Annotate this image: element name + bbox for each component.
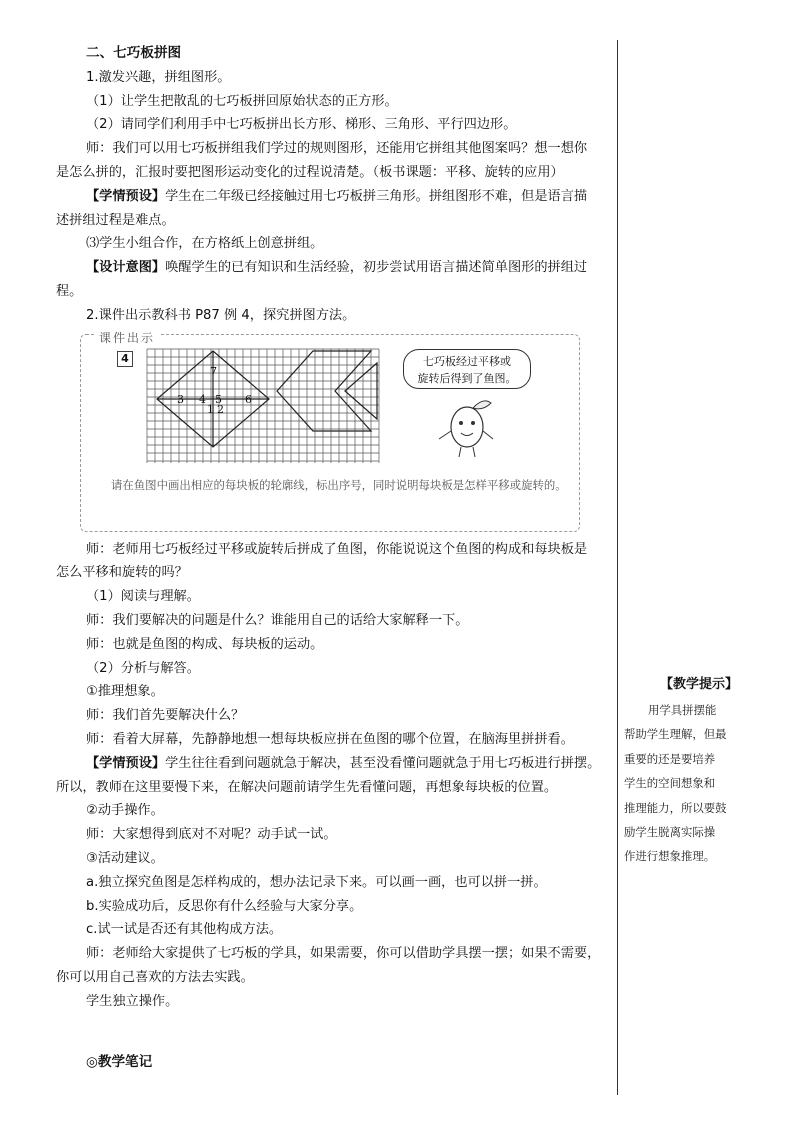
paragraph-line: ①推理想象。 xyxy=(86,684,164,700)
sidebar-line: 推理能力，所以要鼓 xyxy=(624,800,727,815)
teaching-notes-heading: ◎教学笔记 xyxy=(86,1054,153,1070)
paragraph-line: 师：老师用七巧板经过平移或旋转后拼成了鱼图，你能说说这个鱼图的构成和每块板是 xyxy=(86,541,588,557)
sidebar-line: 学生的空间想象和 xyxy=(624,776,716,791)
paragraph-line: ⑶学生小组合作，在方格纸上创意拼组。 xyxy=(86,236,324,252)
sidebar-line: 励学生脱离实际操 xyxy=(624,825,716,840)
paragraph-line: b.实验成功后，反思你有什么经验与大家分享。 xyxy=(86,898,363,914)
paragraph-line: a.独立探究鱼图是怎样构成的，想办法记录下来。可以画一画，也可以拼一拼。 xyxy=(86,874,547,890)
paragraph-line: 师：看着大屏幕，先静静地想一想每块板应拼在鱼图的哪个位置，在脑海里拼拼看。 xyxy=(86,731,574,747)
paragraph-line: 是怎么拼的，汇报时要把图形运动变化的过程说清楚。（板书课题：平移、旋转的应用） xyxy=(56,164,564,180)
paragraph-line: ②动手操作。 xyxy=(86,803,164,819)
paragraph-line: 你可以用自己喜欢的方法去实践。 xyxy=(56,969,254,985)
paragraph-line: 2.课件出示教科书 P87 例 4，探究拼图方法。 xyxy=(86,307,356,323)
figure-caption: 请在鱼图中画出相应的每块板的轮廓线，标出序号，同时说明每块板是怎样平移或旋转的。 xyxy=(111,477,567,492)
paragraph-line: 述拼组过程是难点。 xyxy=(56,212,175,228)
paragraph-line: 所以，教师在这里要慢下来，在解决问题前请学生先看懂问题，再想象每块板的位置。 xyxy=(56,779,558,795)
tangram-number: 1 xyxy=(207,402,214,416)
design-intent: 【设计意图】唤醒学生的已有知识和生活经验，初步尝试用语言描述简单图形的拼组过 xyxy=(86,260,588,276)
figure-label: 课件出示 xyxy=(95,329,159,346)
paragraph-line: （2）请同学们利用手中七巧板拼出长方形、梯形、三角形、平行四边形。 xyxy=(86,117,517,133)
sidebar-line: 重要的还是要培养 xyxy=(624,751,716,766)
paragraph-line: 师：也就是鱼图的构成、每块板的运动。 xyxy=(86,636,324,652)
tangram-number: 6 xyxy=(245,392,252,406)
speech-bubble: 七巧板经过平移或 旋转后得到了鱼图。 xyxy=(403,349,531,389)
sidebar-line: 作进行想象推理。 xyxy=(624,849,716,864)
paragraph-line: 师：老师给大家提供了七巧板的学具，如果需要，你可以借助学具摆一摆；如果不需要， xyxy=(86,946,601,962)
main-column xyxy=(56,42,612,1014)
paragraph-line: 师：大家想得到底对不对呢？动手试一试。 xyxy=(86,827,337,843)
paragraph-line: （1）让学生把散乱的七巧板拼回原始状态的正方形。 xyxy=(86,93,398,109)
student-preset-2: 【学情预设】学生往往看到问题就急于解决，甚至没看懂问题就急于用七巧板进行拼摆。 xyxy=(86,755,601,771)
paragraph-line: 学生独立操作。 xyxy=(86,993,179,1009)
paragraph-line: 师：我们可以用七巧板拼组我们学过的规则图形，还能用它拼组其他图案吗？想一想你 xyxy=(86,141,588,157)
fish-tail-outline xyxy=(345,363,377,419)
section-title: 二、七巧板拼图 xyxy=(86,45,182,61)
sidebar-title: 【教学提示】 xyxy=(659,677,738,692)
tag-label: 【学情预设】 xyxy=(86,755,166,771)
paragraph-line: ③活动建议。 xyxy=(86,850,164,866)
sidebar-line: 用学具拼摆能 xyxy=(648,703,717,717)
student-preset-1: 【学情预设】学生在二年级已经接触过用七巧板拼三角形。拼组图形不难，但是语言描 xyxy=(86,188,588,204)
column-divider xyxy=(617,40,618,1095)
tag-label: 【学情预设】 xyxy=(86,188,166,204)
mascot-illustration xyxy=(439,400,493,456)
paragraph-line: 师：我们要解决的问题是什么？谁能用自己的话给大家解释一下。 xyxy=(86,612,469,628)
tangram-number: 2 xyxy=(217,402,224,416)
tangram-number: 7 xyxy=(210,364,217,378)
example-badge: 4 xyxy=(117,351,133,367)
tag-label: 【设计意图】 xyxy=(86,260,166,276)
paragraph-line: （2）分析与解答。 xyxy=(86,660,200,676)
sidebar-line: 帮助学生理解，但最 xyxy=(624,727,727,742)
paragraph-line: （1）阅读与理解。 xyxy=(86,589,200,605)
tangram-number: 3 xyxy=(177,392,184,406)
courseware-figure xyxy=(80,330,580,532)
paragraph-line: c.试一试是否还有其他构成方法。 xyxy=(86,922,283,938)
paragraph-line: 程。 xyxy=(56,283,83,299)
tangram-number: 5 xyxy=(215,392,222,406)
paragraph-line: 1.激发兴趣，拼组图形。 xyxy=(86,69,231,85)
sidebar-teaching-tip xyxy=(624,673,774,869)
paragraph-line: 师：我们首先要解决什么？ xyxy=(86,708,245,724)
paragraph-line: 怎么平移和旋转的吗？ xyxy=(56,565,188,581)
tangram-number: 4 xyxy=(199,392,206,406)
